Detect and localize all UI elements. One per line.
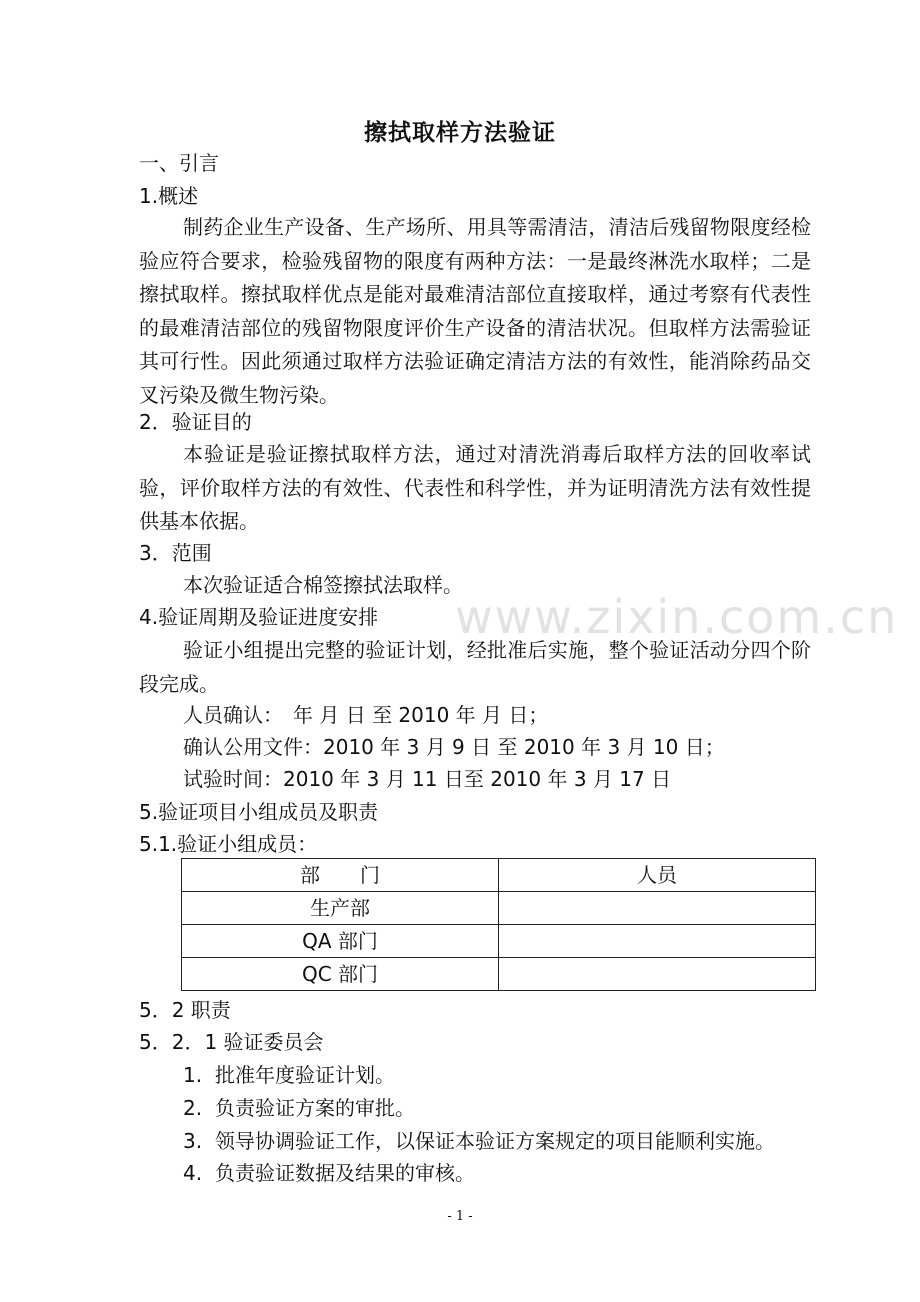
- schedule-documents: 确认公用文件：2010 年 3 月 9 日 至 2010 年 3 月 10 日；: [183, 735, 725, 759]
- table-cell: [499, 925, 816, 958]
- section-4-body: 验证小组提出完整的验证计划，经批准后实施，整个验证活动分四个阶段完成。: [139, 638, 811, 696]
- table-cell: 生产部: [182, 892, 499, 925]
- list-item: [183, 1125, 775, 1158]
- document-title: 擦拭取样方法验证: [364, 120, 556, 146]
- table-cell: [499, 958, 816, 991]
- list-number: 1.: [183, 1063, 203, 1087]
- table-header-cell: 人员: [499, 859, 816, 892]
- list-item: [183, 1059, 395, 1092]
- list-number: 3.: [183, 1129, 203, 1153]
- list-text: 领导协调验证工作，以保证本验证方案规定的项目能顺利实施。: [215, 1129, 775, 1153]
- list-text: 批准年度验证计划。: [215, 1063, 395, 1087]
- schedule-people: 人员确认： 年 月 日 至 2010 年 月 日；: [183, 703, 549, 727]
- list-text: 负责验证数据及结果的审核。: [215, 1161, 475, 1185]
- list-number: 2.: [183, 1096, 203, 1120]
- section-5-2-1-heading: 5．2．1 验证委员会: [139, 1030, 324, 1054]
- section-3-body: 本次验证适合棉签擦拭法取样。: [183, 573, 463, 597]
- section-5-1-heading: 5.1.验证小组成员：: [139, 832, 318, 856]
- section-5-heading: 5.验证项目小组成员及职责: [139, 800, 379, 824]
- section-2-body: 本验证是验证擦拭取样方法，通过对清洗消毒后取样方法的回收率试验，评价取样方法的有效性、代表性和科学性，并为证明清洗方法有效性提供基本依据。: [139, 442, 811, 533]
- section-1-1-heading: 1.概述: [139, 184, 199, 208]
- section-1-heading: 一、引言: [139, 151, 219, 175]
- table-row: [182, 958, 816, 991]
- table-cell: QA 部门: [182, 925, 499, 958]
- section-2-heading: 2．验证目的: [139, 410, 252, 434]
- watermark: www.zixin.com.cn: [455, 590, 899, 644]
- list-text: 负责验证方案的审批。: [215, 1096, 415, 1120]
- section-4-heading: 4.验证周期及验证进度安排: [139, 605, 379, 629]
- section-1-1-body: 制药企业生产设备、生产场所、用具等需清洁，清洁后残留物限度经检验应符合要求，检验残留物的限度有两种方法：一是最终淋洗水取样；二是擦拭取样。擦拭取样优点是能对最难清洁部位直接取样，通过考察有代表性的最难清洁部位的残留物限度评价生产设备的清洁状况。但取样方法需验证其可行性。因此须通过取样方法验证确定清洁方法的有效性，能消除药品交叉污染及微生物污染。: [139, 215, 811, 407]
- schedule-test: 试验时间：2010 年 3 月 11 日至 2010 年 3 月 17 日: [183, 767, 672, 791]
- section-5-2-heading: 5．2 职责: [139, 998, 231, 1022]
- section-3-heading: 3．范围: [139, 541, 212, 565]
- members-table: [181, 858, 816, 991]
- table-header-cell: 部 门: [182, 859, 499, 892]
- list-item: [183, 1092, 415, 1125]
- table-cell: [499, 892, 816, 925]
- list-number: 4.: [183, 1161, 203, 1185]
- table-header-row: [182, 859, 816, 892]
- table-row: [182, 892, 816, 925]
- list-item: [183, 1157, 475, 1190]
- table-cell: QC 部门: [182, 958, 499, 991]
- page-number: - 1 -: [447, 1209, 473, 1224]
- table-row: [182, 925, 816, 958]
